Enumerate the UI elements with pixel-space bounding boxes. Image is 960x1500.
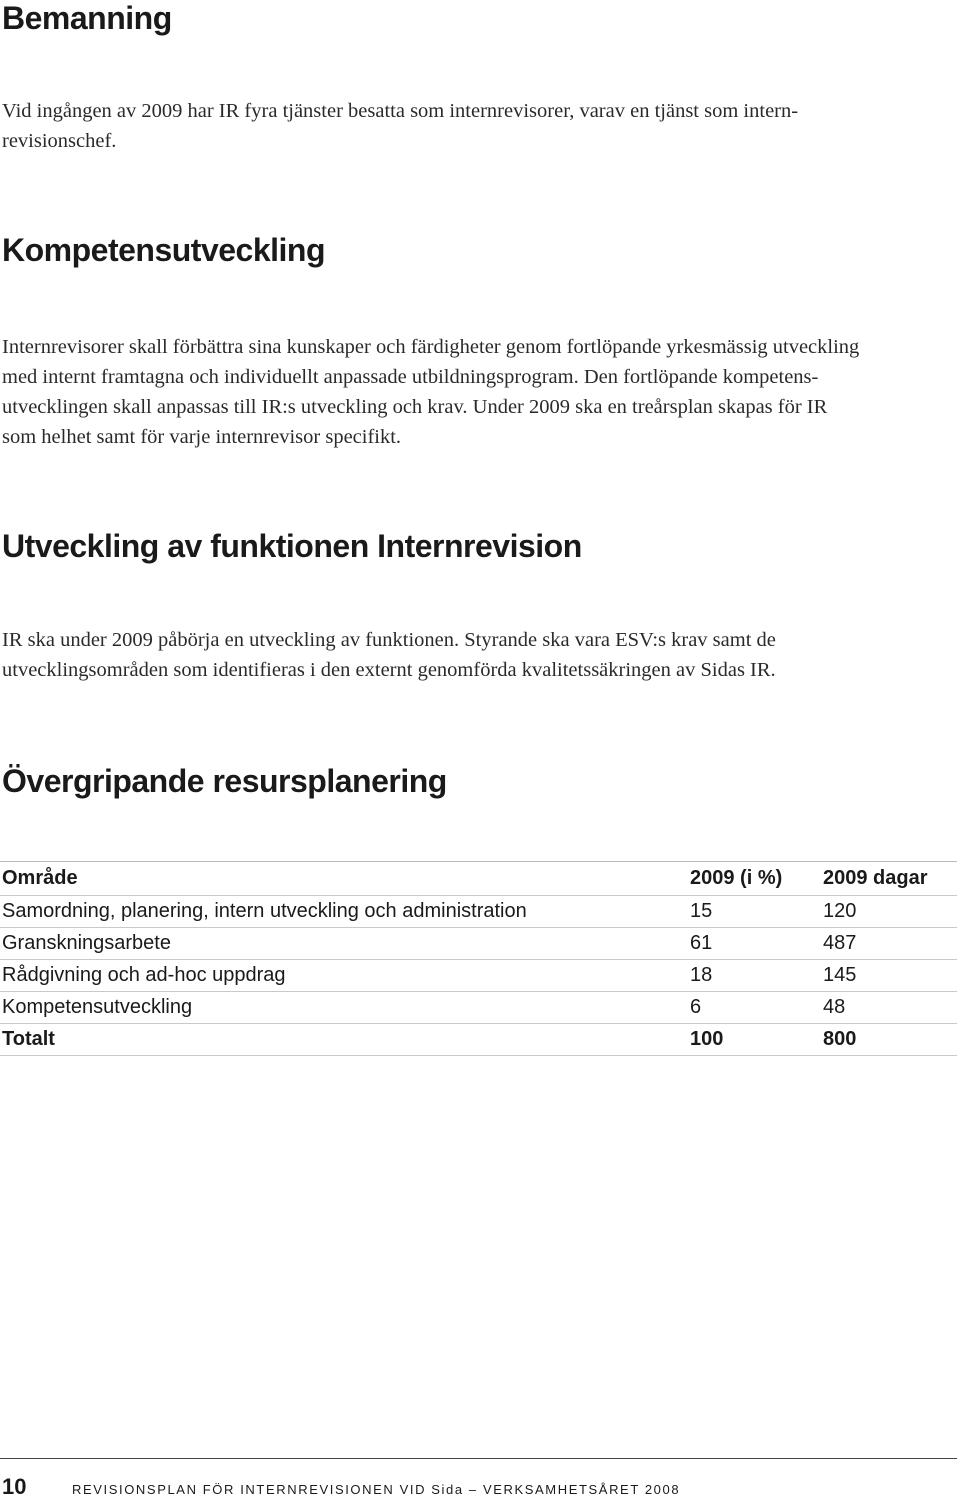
heading-kompetensutveckling: Kompetensutveckling: [2, 232, 326, 268]
text-line: med internt framtagna och individuellt anpassade utbildningsprogram. Den fortlöpande kompetens-: [2, 366, 819, 388]
cell-total-days: 800: [823, 1028, 857, 1050]
table-row: [0, 992, 957, 1024]
text-line: Internrevisorer skall förbättra sina kunskaper och färdigheter genom fortlöpande yrkesmässig utveckling: [2, 336, 860, 358]
cell-area: Granskningsarbete: [2, 932, 171, 954]
column-header-area: Område: [2, 867, 78, 889]
cell-area: Samordning, planering, intern utveckling och administration: [2, 900, 527, 922]
cell-percent: 6: [690, 996, 702, 1018]
cell-total-percent: 100: [690, 1028, 724, 1050]
table-header-row: [0, 862, 957, 896]
heading-resursplanering: Övergripande resursplanering: [2, 763, 447, 799]
cell-area: Rådgivning och ad-hoc uppdrag: [2, 964, 286, 986]
table-row: [0, 960, 957, 992]
footer-divider: [0, 1458, 957, 1459]
cell-area: Kompetensutveckling: [2, 996, 193, 1018]
text-line: IR ska under 2009 påbörja en utveckling av funktionen. Styrande ska vara ESV:s krav samt de: [2, 629, 776, 651]
paragraph-bemanning: [2, 96, 957, 156]
text-line: utvecklingen skall anpassas till IR:s utveckling och krav. Under 2009 ska en treårsplan skapas för IR: [2, 396, 828, 418]
column-header-percent: 2009 (i %): [690, 867, 783, 889]
column-header-days: 2009 dagar: [823, 867, 928, 889]
cell-days: 145: [823, 964, 857, 986]
text-line: Vid ingången av 2009 har IR fyra tjänster besatta som internrevisorer, varav en tjänst som intern-: [2, 100, 799, 122]
paragraph-kompetensutveckling: [2, 332, 957, 452]
cell-days: 487: [823, 932, 857, 954]
cell-percent: 61: [690, 932, 713, 954]
text-line: revisionschef.: [2, 130, 117, 152]
cell-days: 120: [823, 900, 857, 922]
heading-utveckling-internrevision: Utveckling av funktionen Internrevision: [2, 528, 582, 564]
heading-bemanning: Bemanning: [2, 0, 172, 36]
cell-percent: 18: [690, 964, 713, 986]
table-row: [0, 928, 957, 960]
text-line: utvecklingsområden som identifieras i den externt genomförda kvalitetssäkringen av Sidas IR.: [2, 659, 776, 681]
page-footer: [2, 1474, 680, 1500]
footer-running-title: REVISIONSPLAN FÖR INTERNREVISIONEN VID Sida – VERKSAMHETSÅRET 2008: [72, 1482, 681, 1497]
cell-total-label: Totalt: [2, 1028, 55, 1050]
paragraph-utveckling: [2, 625, 957, 685]
table-total-row: [0, 1024, 957, 1056]
cell-days: 48: [823, 996, 846, 1018]
text-line: som helhet samt för varje internrevisor specifikt.: [2, 426, 402, 448]
cell-percent: 15: [690, 900, 713, 922]
page-number: 10: [2, 1474, 27, 1499]
table-row: [0, 896, 957, 928]
resource-table: [0, 861, 957, 1056]
